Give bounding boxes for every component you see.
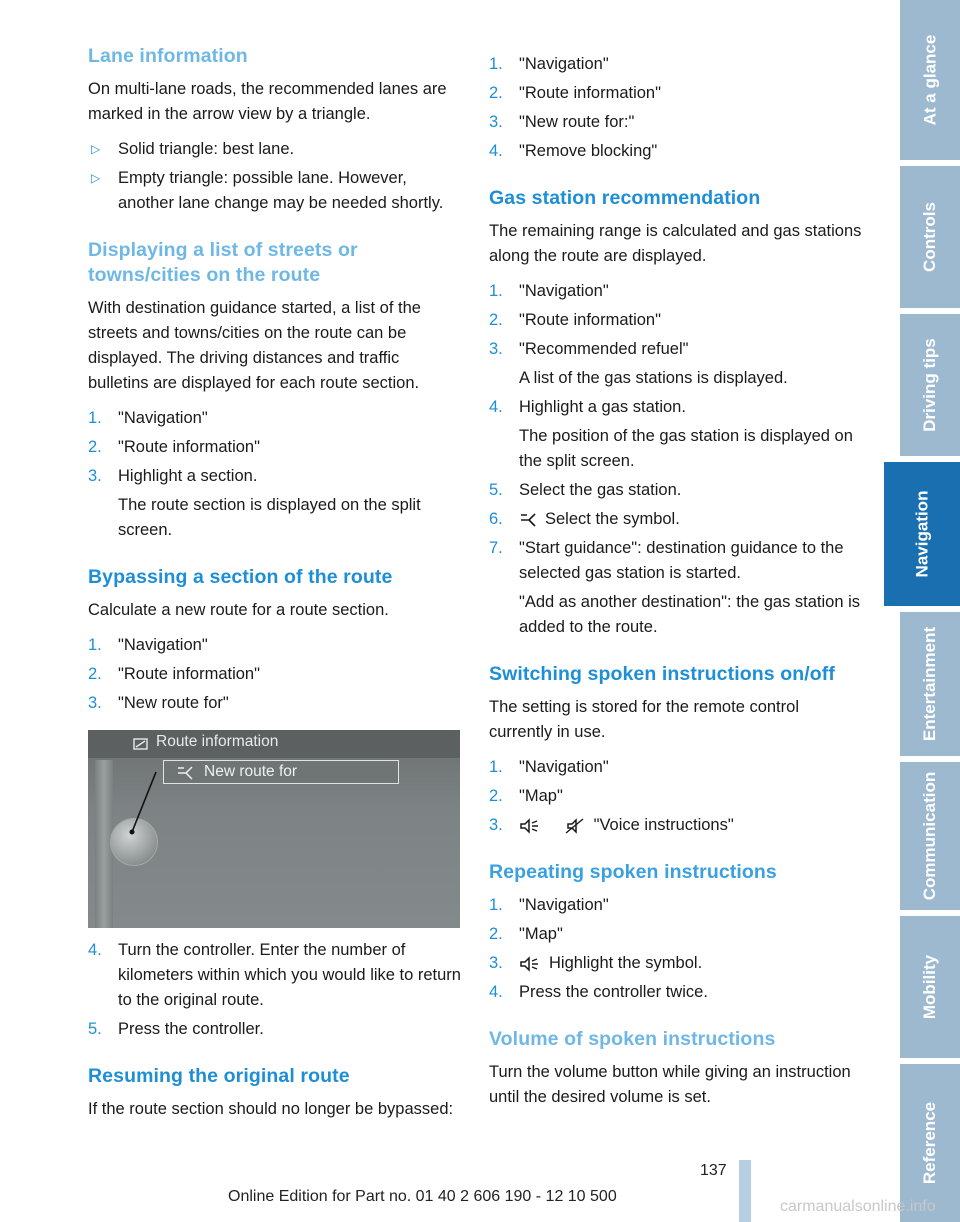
tab-controls[interactable]: Controls	[900, 166, 960, 308]
list-item: 7. "Start guidance": destination guidance to the selected gas station is started. "Add as another destination": the gas station is added to the route.	[489, 539, 861, 636]
screen-option-label: New route for	[204, 763, 298, 780]
list-item: 1. "Navigation"	[88, 636, 208, 654]
list-item: 2. "Map"	[489, 787, 563, 805]
tab-navigation[interactable]: Navigation	[884, 462, 960, 606]
speaker-icon	[519, 818, 541, 834]
bypass-body: Calculate a new route for a route section.	[88, 601, 389, 619]
spoken-body: The setting is stored for the remote control currently in use.	[489, 698, 799, 741]
watermark: carmanualsonline.info	[780, 1198, 936, 1215]
tab-driving-tips[interactable]: Driving tips	[900, 314, 960, 456]
volume-body: Turn the volume button while giving an instruction until the desired volume is set.	[489, 1063, 851, 1106]
list-item: 4. "Remove blocking"	[489, 142, 658, 160]
list-item: ▷ Solid triangle: best lane.	[88, 137, 464, 162]
list-item: 2. "Map"	[489, 925, 563, 943]
route-info-screenshot	[88, 730, 460, 928]
list-item: 4. Highlight a gas station. The position of the gas station is displayed on the split screen.	[489, 398, 853, 470]
list-item: 3. Highlight the symbol.	[489, 954, 703, 972]
triangle-bullet-icon: ▷	[91, 142, 101, 156]
list-item: 2. "Route information"	[88, 665, 260, 683]
tab-entertainment[interactable]: Entertainment	[900, 612, 960, 756]
list-item: 1. "Navigation"	[489, 55, 609, 73]
list-item: 3. "New route for"	[88, 694, 229, 712]
page-number-bar	[739, 1160, 751, 1222]
tab-communication[interactable]: Communication	[900, 762, 960, 910]
list-item: 1. "Navigation"	[88, 409, 208, 427]
list-item: 3. "New route for:"	[489, 113, 635, 131]
list-item: 1. "Navigation"	[489, 282, 609, 300]
triangle-bullet-icon: ▷	[91, 171, 101, 185]
lane-body: On multi-lane roads, the recommended lanes are marked in the arrow view by a triangle.	[88, 80, 447, 123]
list-item: 1. "Navigation"	[489, 758, 609, 776]
volume-heading: Volume of spoken instructions	[489, 1028, 776, 1050]
tab-reference[interactable]: Reference	[900, 1064, 960, 1222]
list-item: 2. "Route information"	[88, 438, 260, 456]
resume-body: If the route section should no longer be bypassed:	[88, 1100, 454, 1118]
gas-heading: Gas station recommendation	[489, 187, 761, 209]
streets-body: With destination guidance started, a list of the streets and towns/cities on the route can be displayed. The driving distances and traffic bulletins are displayed for each route section.	[88, 299, 421, 392]
spoken-heading: Switching spoken instructions on/off	[489, 663, 835, 685]
list-item: 1. "Navigation"	[489, 896, 609, 914]
repeat-heading: Repeating spoken instructions	[489, 861, 777, 883]
speaker-icon	[519, 956, 541, 972]
list-item: 4. Turn the controller. Enter the number of kilometers within which you would like to return to the original route.	[88, 941, 461, 1009]
list-item: 3. "Voice instructions"	[489, 816, 734, 834]
lane-heading: Lane information	[88, 45, 248, 67]
pointer-line	[88, 730, 460, 928]
list-item: 4. Press the controller twice.	[489, 983, 708, 1001]
route-symbol-icon	[519, 512, 537, 528]
list-item: 5. Select the gas station.	[489, 481, 682, 499]
footer-text: Online Edition for Part no. 01 40 2 606 190 - 12 10 500	[228, 1188, 617, 1205]
bypass-heading: Bypassing a section of the route	[88, 566, 393, 588]
chapter-sidebar	[900, 0, 960, 1222]
resume-heading: Resuming the original route	[88, 1065, 350, 1087]
screen-title: Route information	[156, 733, 279, 750]
right-column	[489, 52, 863, 1110]
list-item: 3. Highlight a section. The route section is displayed on the split screen.	[88, 467, 421, 539]
list-item: 3. "Recommended refuel" A list of the gas stations is displayed.	[489, 340, 788, 387]
list-item: ▷ Empty triangle: possible lane. However, another lane change may be needed shortly.	[88, 166, 464, 216]
list-item: 2. "Route information"	[489, 311, 661, 329]
list-item: 6. Select the symbol.	[489, 510, 680, 528]
tab-at-a-glance[interactable]: At a glance	[900, 0, 960, 160]
list-item: 2. "Route information"	[489, 84, 661, 102]
streets-heading: Displaying a list of streets or towns/cities on the route	[88, 239, 358, 286]
left-column	[88, 44, 464, 1122]
speaker-muted-icon	[564, 818, 586, 834]
tab-mobility[interactable]: Mobility	[900, 916, 960, 1058]
page-number: 137	[700, 1162, 727, 1179]
gas-body: The remaining range is calculated and gas stations along the route are displayed.	[489, 222, 862, 265]
list-item: 5. Press the controller.	[88, 1020, 264, 1038]
